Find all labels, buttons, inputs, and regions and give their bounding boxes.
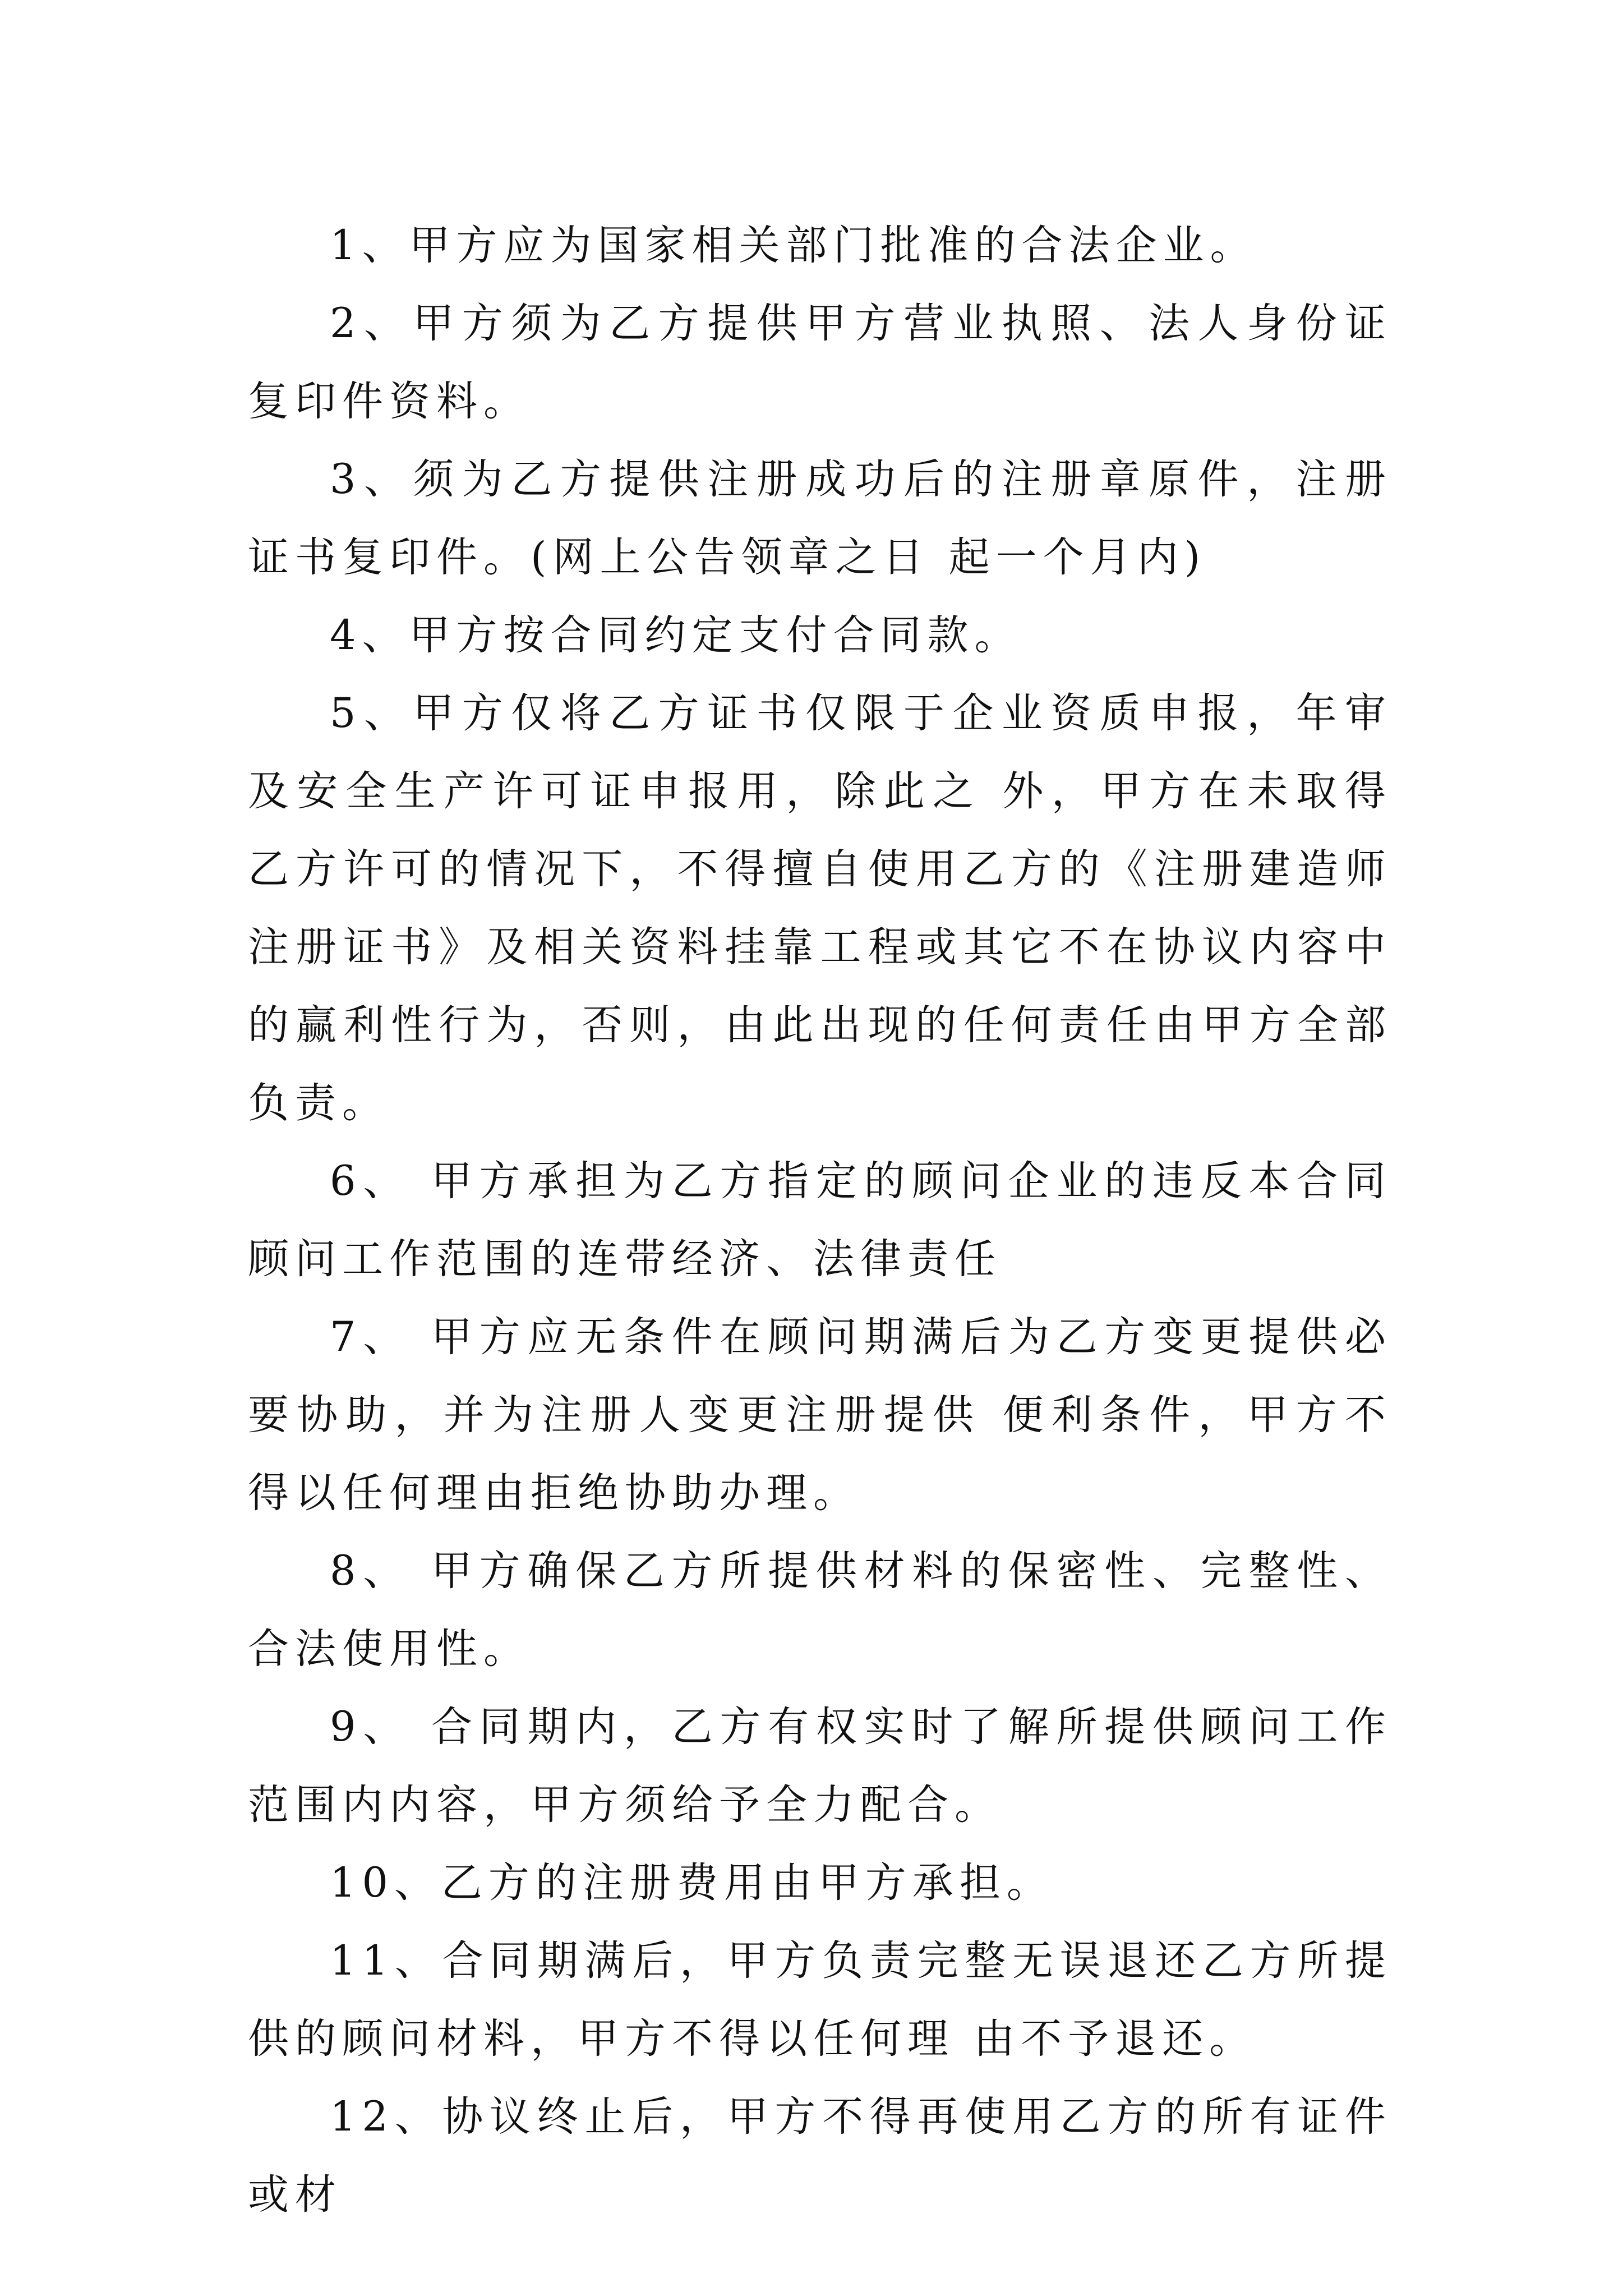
- paragraph-6: 6、 甲方承担为乙方指定的顾问企业的违反本合同顾问工作范围的连带经济、法律责任: [248, 1157, 1392, 1283]
- paragraph-2: 2、甲方须为乙方提供甲方营业执照、法人身份证复印件资料。: [248, 300, 1392, 425]
- paragraph-9: 9、 合同期内，乙方有权实时了解所提供顾问工作范围内内容，甲方须给予全力配合。: [248, 1703, 1392, 1829]
- paragraph-3: 3、须为乙方提供注册成功后的注册章原件，注册证书复印件。(网上公告领章之日 起一个月内): [248, 455, 1392, 581]
- paragraph-7: 7、 甲方应无条件在顾问期满后为乙方变更提供必要协助，并为注册人变更注册提供 便利条件，甲方不得以任何理由拒绝协助办理。: [248, 1313, 1392, 1517]
- paragraph-5: 5、甲方仅将乙方证书仅限于企业资质申报，年审及安全生产许可证申报用，除此之 外，甲方在未取得乙方许可的情况下，不得擅自使用乙方的《注册建造师注册证书》及相关资料挂靠工程或其它不在协议内容中的赢利性行为，否则，由此出现的任何责任由甲方全部负责。: [248, 689, 1392, 1127]
- document-body: [248, 206, 1392, 2234]
- paragraph-10: 10、乙方的注册费用由甲方承担。: [330, 1859, 1054, 1907]
- paragraph-4: 4、甲方按合同约定支付合同款。: [330, 611, 1022, 659]
- paragraph-11: 11、合同期满后，甲方负责完整无误退还乙方所提供的顾问材料，甲方不得以任何理 由不予退还。: [248, 1937, 1392, 2063]
- paragraph-1: 1、甲方应为国家相关部门批准的合法企业。: [330, 222, 1257, 269]
- paragraph-12: 12、协议终止后，甲方不得再使用乙方的所有证件或材: [248, 2093, 1392, 2219]
- paragraph-8: 8、 甲方确保乙方所提供材料的保密性、完整性、合法使用性。: [248, 1547, 1392, 1673]
